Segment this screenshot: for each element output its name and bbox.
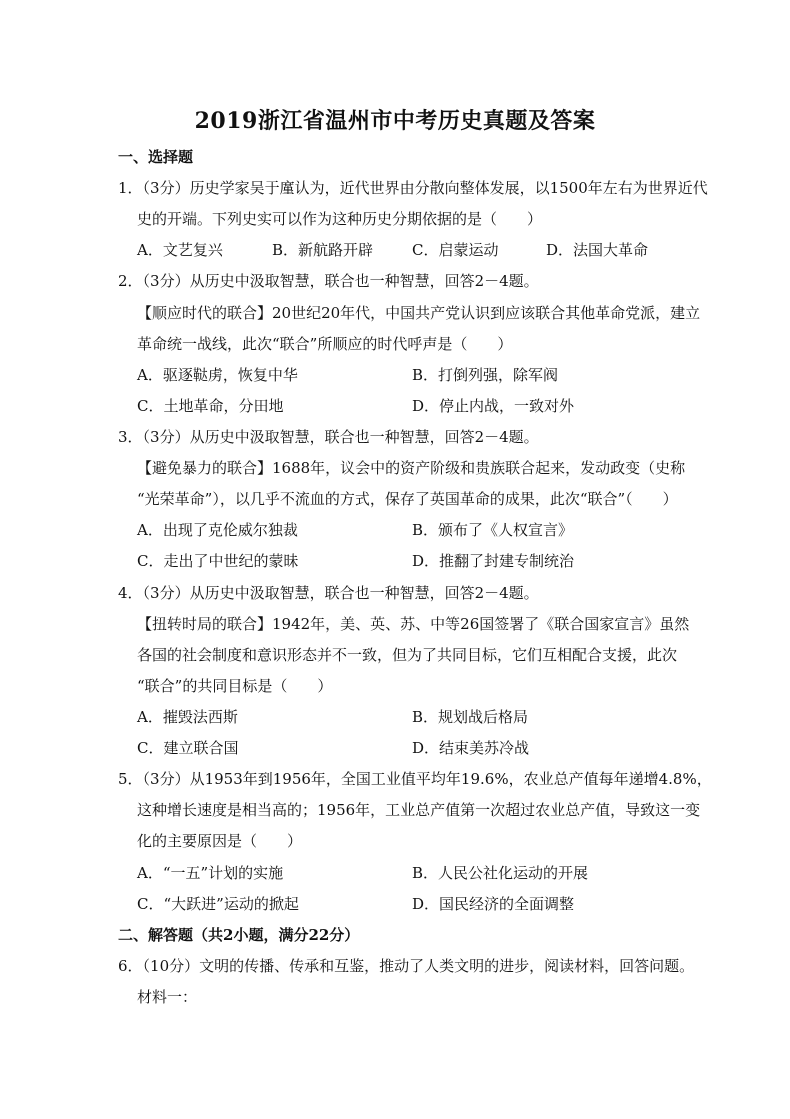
section-heading-choice: 一、选择题 <box>118 148 194 166</box>
question-4-line-1: 4．（3分）从历史中汲取智慧，联合也一种智慧，回答2－4题。 <box>118 584 539 602</box>
question-2-option-c: C．土地革命，分田地 <box>137 397 284 415</box>
question-2-option-d: D．停止内战，一致对外 <box>412 397 575 415</box>
question-3-line-3: “光荣革命”），以几乎不流血的方式，保存了英国革命的成果，此次“联合”（ ） <box>137 490 678 508</box>
page-title: 2019浙江省温州市中考历史真题及答案 <box>194 108 596 134</box>
question-4-line-4: “联合”的共同目标是（ ） <box>137 677 333 695</box>
question-2-line-3: 革命统一战线，此次“联合”所顺应的时代呼声是（ ） <box>137 335 513 353</box>
question-1-option-b: B．新航路开辟 <box>272 241 374 259</box>
question-5-option-c: C．“大跃进”运动的掀起 <box>137 895 299 913</box>
question-2-option-b: B．打倒列强，除军阀 <box>412 366 559 384</box>
question-3-option-c: C．走出了中世纪的蒙昧 <box>137 552 299 570</box>
question-2-line-1: 2．（3分）从历史中汲取智慧，联合也一种智慧，回答2－4题。 <box>118 272 539 290</box>
question-5-line-1: 5．（3分）从1953年到1956年，全国工业值平均年19.6%，农业总产值每年递增4.8%， <box>118 770 712 788</box>
question-4-option-d: D．结束美苏冷战 <box>412 739 530 757</box>
question-3-option-b: B．颁布了《人权宣言》 <box>412 521 574 539</box>
question-3-line-1: 3．（3分）从历史中汲取智慧，联合也一种智慧，回答2－4题。 <box>118 428 539 446</box>
question-1-line-2: 史的开端。下列史实可以作为这种历史分期依据的是（ ） <box>137 210 543 228</box>
question-1-option-d: D．法国大革命 <box>546 241 649 259</box>
question-2-line-2: 【顺应时代的联合】20世纪20年代，中国共产党认识到应该联合其他革命党派，建立 <box>137 304 701 322</box>
question-4-line-3: 各国的社会制度和意识形态并不一致，但为了共同目标，它们互相配合支援，此次 <box>137 646 678 664</box>
question-5-option-b: B．人民公社化运动的开展 <box>412 864 589 882</box>
question-1-option-c: C．启蒙运动 <box>412 241 499 259</box>
question-1-option-a: A．文艺复兴 <box>137 241 223 259</box>
question-1-line-1: 1．（3分）历史学家吴于廑认为，近代世界由分散向整体发展，以1500年左右为世界近代 <box>118 179 708 197</box>
question-5-line-3: 化的主要原因是（ ） <box>137 832 303 850</box>
question-3-option-d: D．推翻了封建专制统治 <box>412 552 575 570</box>
question-6-line-2: 材料一： <box>137 988 198 1006</box>
question-4-option-b: B．规划战后格局 <box>412 708 529 726</box>
section-heading-answer: 二、解答题（共2小题，满分22分） <box>118 926 360 944</box>
question-3-line-2: 【避免暴力的联合】1688年，议会中的资产阶级和贵族联合起来，发动政变（史称 <box>137 459 686 477</box>
question-6-line-1: 6．（10分）文明的传播、传承和互鉴，推动了人类文明的进步，阅读材料，回答问题。 <box>118 957 695 975</box>
question-4-option-a: A．摧毁法西斯 <box>137 708 238 726</box>
question-2-option-a: A．驱逐鞑虏，恢复中华 <box>137 366 298 384</box>
question-5-option-d: D．国民经济的全面调整 <box>412 895 575 913</box>
question-3-option-a: A．出现了克伦威尔独裁 <box>137 521 298 539</box>
question-4-option-c: C．建立联合国 <box>137 739 239 757</box>
question-4-line-2: 【扭转时局的联合】1942年，美、英、苏、中等26国签署了《联合国家宣言》虽然 <box>137 615 690 633</box>
question-5-line-2: 这种增长速度是相当高的；1956年，工业总产值第一次超过农业总产值，导致这一变 <box>137 801 701 819</box>
question-5-option-a: A．“一五”计划的实施 <box>137 864 284 882</box>
